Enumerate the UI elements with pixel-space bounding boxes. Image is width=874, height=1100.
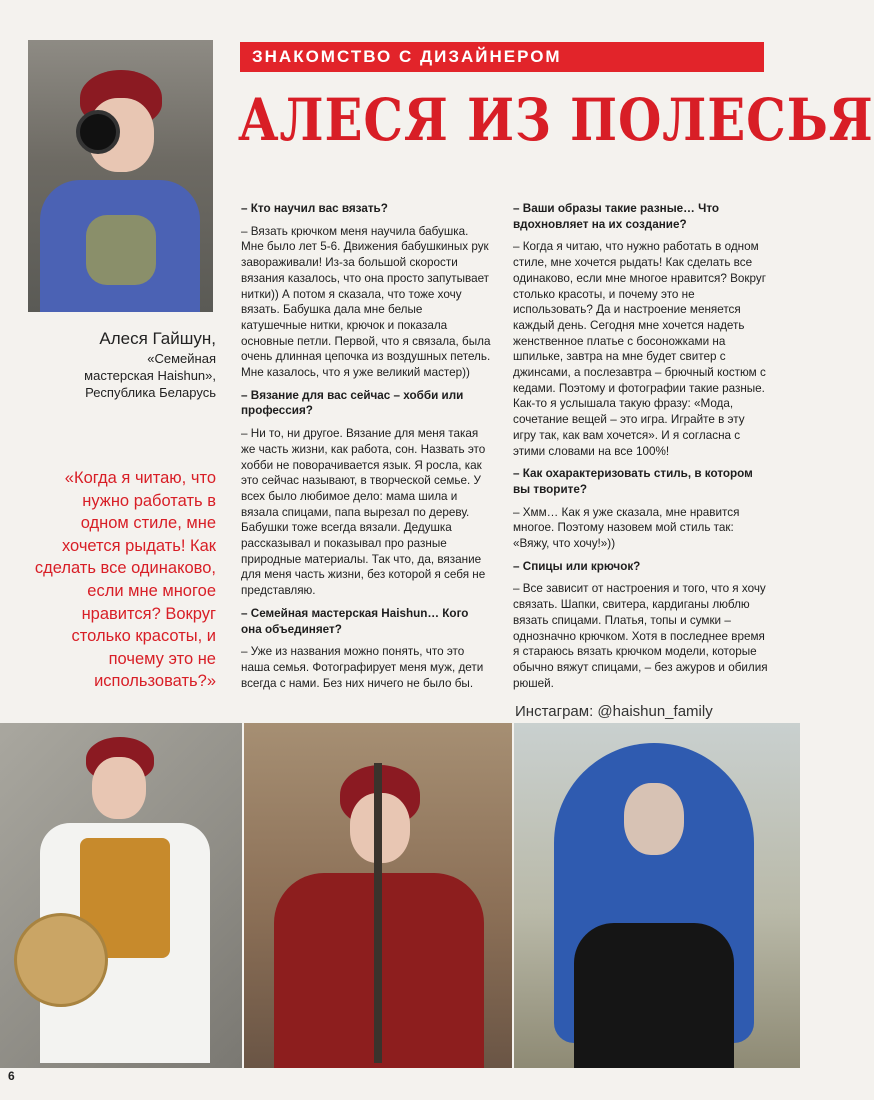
interview-answer: – Вязать крючком меня научила бабушка. Мне было лет 5-6. Движения бабушкиных рук завораживали! Из-за большой скорости вязания казалось, что она просто запутывает нитки)) А потом я сказала, что тоже хочу вязать. Бабушка дала мне белые катушечные нитки, крючок и показала основные петли. Первой, что я связала, была очень длинная цепочка из воздушных петель. Мне казалось, что я уже великий мастер)) [241,224,491,380]
caption-line: «Семейная [147,351,216,366]
page-number: 6 [8,1069,15,1083]
interview-question: – Ваши образы такие разные… Что вдохновляет на их создание? [513,202,720,231]
interview-question: – Вязание для вас сейчас – хобби или профессия? [241,388,464,418]
interview-question: – Спицы или крючок? [513,559,641,573]
interview-answer: – Хмм… Как я уже сказала, мне нравится многое. Поэтому назовем мой стиль так: «Вяжу, что хочу!»)) [513,505,740,551]
pull-quote: «Когда я читаю, что нужно работать в одном стиле, мне хочется рыдать! Как сделать все одинаково, если мне многое нравится? Вокруг столько красоты, и почему это не использовать?» [34,469,216,691]
interview-answer: – Ни то, ни другое. Вязание для меня такая же часть жизни, как работа, сон. Назвать это хобби не поворачивается язык. Я росла, как это сейчас называют, в творческой семье. У всех было любимое дело: мама шила и вязала спицами, папа вырезал по дереву. Бабушки тоже всегда вязали. Дедушка рассказывал и показывал про разные природные материалы. Так что, да, вязание для меня часть жизни, без которой я себя не представляю. [241,427,486,598]
interview-answer: – Уже из названия можно понять, что это наша семья. Фотографирует меня муж, дети всегда с нами. Без них ничего не было бы. [241,645,484,690]
designer-name: Алеся Гайшун, [99,329,216,348]
portrait-photo [28,40,213,312]
photo-blue-scarf [514,723,800,1068]
interview-answer: – Все зависит от настроения и того, что я хочу связать. Шапки, свитера, кардиганы люблю вязать спицами. Платья, топы и сумки – однозначно крючком. Хотя в последнее время я стараюсь вязать крючком модели, которые обычно вяжут спицами, – без ажуров и обилия рюшей. [513,582,768,690]
section-kicker: ЗНАКОМСТВО С ДИЗАЙНЕРОМ [240,42,764,72]
portrait-caption [40,328,216,401]
article-title: АЛЕСЯ ИЗ ПОЛЕСЬЯ [238,86,874,154]
text-column-right [513,201,768,698]
caption-line: мастерская Haishun», [84,368,216,383]
instagram-handle: Инстаграм: @haishun_family [515,703,713,720]
photo-yellow-vest [0,723,242,1068]
interview-answer: – Когда я читаю, что нужно работать в одном стиле, мне хочется рыдать! Как сделать все одинаково, если мне многое нравится? Вокруг столько красоты, и почему это не использовать? Да и настроение меняется каждый день. Сегодня мне хочется надеть женственное платье с босоножками на шпильке, завтра на мне будет свитер с джинсами, а послезавтра – брючный костюм с кедами. Поэтому и фотографии такие разные. Как-то я услышала такую фразу: «Мода, сочетание вещей – это игра. Играйте в эту игру так, как вам хочется». И я согласна с этими словами на все 100%! [513,240,766,458]
photo-pitchfork [244,723,512,1068]
text-column-left [241,201,491,698]
interview-question: – Семейная мастерская Haishun… Кого она объединяет? [241,606,469,636]
interview-question: – Кто научил вас вязать? [241,202,388,215]
interview-question: – Как охарактеризовать стиль, в котором вы творите? [513,467,753,496]
caption-line: Республика Беларусь [85,385,216,400]
